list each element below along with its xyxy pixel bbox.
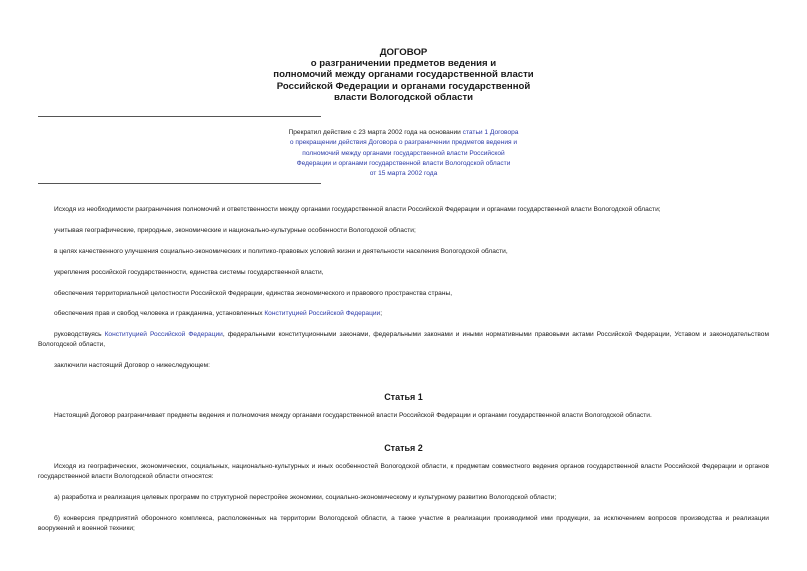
paragraph: заключили настоящий Договор о нижеследующем: (54, 362, 210, 369)
title-line: ДОГОВОР (379, 47, 428, 58)
paragraph: руководствуясь Конституцией Российской Федерации, федеральными конституционными законами, федеральными законами и иными нормативными правовыми актами Российской Федерации, Уставом и законодательством Вологодской области, (38, 331, 769, 349)
article-1-heading: Статья 1 (384, 392, 423, 402)
title-line: власти Вологодской области (333, 91, 474, 103)
status-note-link-line[interactable]: о прекращении действия Договора о разграничении предметов ведения и (289, 139, 518, 147)
title-line: полномочий между органами государственной власти (273, 69, 534, 81)
constitution-link[interactable]: Конституцией Российской Федерации (104, 331, 223, 338)
article-1-text: Настоящий Договор разграничивает предметы ведения и полномочия между органами государственной власти Российской Федерации и органами государственной власти Вологодской области. (54, 412, 652, 419)
paragraph: укрепления российской государственности, единства системы государственной власти, (54, 269, 324, 276)
article-2-item-b: б) конверсия предприятий оборонного комплекса, расположенных на территории Вологодской области, а также участие в реализации производимой ими продукции, за исключением вопросов производства и реализации вооружений и военной техники; (38, 515, 769, 533)
divider-top (38, 116, 321, 117)
status-note-link-line[interactable]: Федерации и органами государственной власти Вологодской области (296, 159, 511, 167)
title-line: Российской Федерации и органами государственной (276, 80, 531, 92)
paragraph: Исходя из необходимости разграничения полномочий и ответственности между органами государственной власти Российской Федерации и органами государственной власти Вологодской области; (54, 206, 661, 213)
status-note-link-line[interactable]: полномочий между органами государственной власти Российской (302, 149, 505, 157)
document-title (0, 47, 807, 103)
divider-bottom (38, 183, 321, 184)
title-line: о разграничении предметов ведения и (310, 58, 497, 70)
paragraph: обеспечения территориальной целостности Российской Федерации, единства экономического и правового пространства страны, (54, 290, 453, 297)
paragraph: учитывая географические, природные, экономические и национально-культурные особенности Вологодской области; (54, 227, 416, 234)
paragraph: в целях качественного улучшения социально-экономических и политико-правовых условий жизни и деятельности населения Вологодской области, (54, 248, 508, 255)
status-note-link-line[interactable]: от 15 марта 2002 года (369, 170, 438, 178)
constitution-link[interactable]: Конституцией Российской Федерации (264, 310, 381, 317)
article-2-intro: Исходя из географических, экономических, социальных, национально-культурных и иных особенностей Вологодской области, к предметам совместного ведения органов государственной власти Российской Федерации и органов государственной власти Вологодской области относятся: (38, 463, 769, 481)
paragraph: обеспечения прав и свобод человека и гражданина, установленных Конституцией Российской Федерации; (54, 310, 383, 317)
article-2-item-a: а) разработка и реализация целевых программ по структурной перестройке экономики, социально-экономическому и культурному развитию Вологодской области; (54, 494, 557, 501)
status-note-link[interactable]: статьи 1 Договора (462, 129, 519, 136)
status-note (0, 128, 807, 179)
status-note-text: Прекратил действие с 23 марта 2002 года на основании (288, 129, 463, 136)
article-2-heading: Статья 2 (384, 443, 423, 453)
